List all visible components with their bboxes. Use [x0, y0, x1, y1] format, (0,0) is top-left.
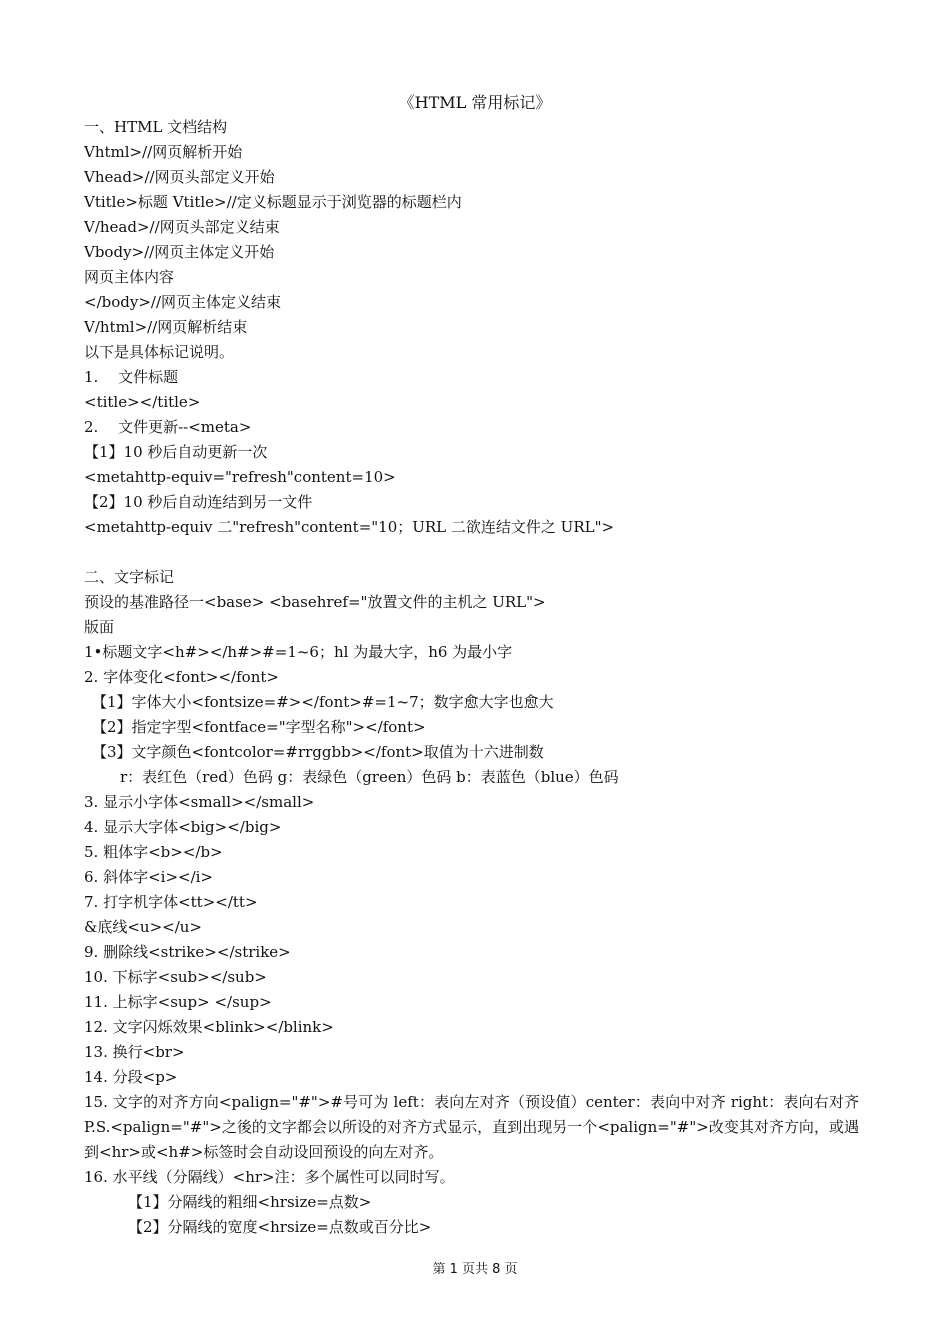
text-line: 2. 字体变化<font></font> — [84, 668, 279, 686]
section-heading-structure: 一、HTML 文档结构 — [84, 118, 228, 136]
text-line: 12. 文字闪烁效果<blink></blink> — [84, 1018, 334, 1036]
text-line: 【3】文字颜色<fontcolor=#rrggbb></font>取值为十六进制数 — [92, 743, 544, 761]
document-body — [84, 115, 859, 1240]
text-line: 【1】10 秒后自动更新一次 — [84, 443, 268, 461]
text-line: 11. 上标字<sup> </sup> — [84, 993, 272, 1011]
text-line: r：表红色（red）色码 g：表绿色（green）色码 b：表蓝色（blue）色码 — [120, 768, 619, 786]
text-line: Vbody>//网页主体定义开始 — [84, 243, 275, 261]
text-line: V/head>//网页头部定义结束 — [84, 218, 280, 236]
text-line: </body>//网页主体定义结束 — [84, 293, 282, 311]
section-heading-text-tags: 二、文字标记 — [84, 568, 175, 586]
text-line: 7. 打字机字体<tt></tt> — [84, 893, 258, 911]
text-line: 【1】字体大小<fontsize=#></font>#=1~7；数字愈大字也愈大 — [92, 693, 554, 711]
text-line: 14. 分段<p> — [84, 1068, 178, 1086]
text-line: 10. 下标字<sub></sub> — [84, 968, 267, 986]
text-line: 9. 删除线<strike></strike> — [84, 943, 291, 961]
text-line: 【1】分隔线的粗细<hrsize=点数> — [128, 1193, 372, 1211]
text-line: <metahttp-equiv 二"refresh"content="10；URL 二欲连结文件之 URL"> — [84, 518, 615, 536]
text-line: 【2】指定字型<fontface="字型名称"></font> — [92, 718, 426, 736]
text-line: 1. 文件标题 — [84, 368, 179, 386]
text-line: Vhtml>//网页解析开始 — [84, 143, 243, 161]
text-line: V/html>//网页解析结束 — [84, 318, 248, 336]
text-line: 网页主体内容 — [84, 268, 175, 286]
text-line: 1•标题文字<h#></h#>#=1~6；hl 为最大字，h6 为最小字 — [84, 643, 513, 661]
text-line: 6. 斜体字<i></i> — [84, 868, 214, 886]
text-line: 以下是具体标记说明。 — [84, 343, 235, 361]
text-line: 预设的基准路径一<base> <basehref="放置文件的主机之 URL"> — [84, 593, 546, 611]
text-line: <title></title> — [84, 393, 201, 411]
text-line: 13. 换行<br> — [84, 1043, 185, 1061]
text-line: 5. 粗体字<b></b> — [84, 843, 223, 861]
text-line: 4. 显示大字体<big></big> — [84, 818, 282, 836]
document-title: 《HTML 常用标记》 — [398, 93, 552, 112]
page-number-footer: 第 1 页共 8 页 — [432, 1262, 518, 1277]
text-line: 版面 — [84, 618, 115, 636]
blank-line — [84, 540, 859, 565]
text-line: Vhead>//网页头部定义开始 — [84, 168, 275, 186]
text-paragraph: 15. 文字的对齐方向<palign="#">#号可为 left：表向左对齐（预设值）center：表向中对齐 right：表向右对齐 P.S.<palign="#">之後的文字都会以所设的对齐方式显示，直到出现另一个<palign="#">改变其对齐方向，或遇到<hr>或<h#>标签时会自动设回预设的向左对齐。 — [84, 1093, 859, 1161]
text-line: 【2】10 秒后自动连结到另一文件 — [84, 493, 313, 511]
text-line: 16. 水平线（分隔线）<hr>注：多个属性可以同时写。 — [84, 1168, 455, 1186]
text-line: Vtitle>标题 Vtitle>//定义标题显示于浏览器的标题栏内 — [84, 193, 462, 211]
text-line: &底线<u></u> — [84, 918, 203, 936]
text-line: 3. 显示小字体<small></small> — [84, 793, 315, 811]
text-line: 【2】分隔线的宽度<hrsize=点数或百分比> — [128, 1218, 432, 1236]
text-line: <metahttp-equiv="refresh"content=10> — [84, 468, 396, 486]
text-line: 2. 文件更新--<meta> — [84, 418, 252, 436]
